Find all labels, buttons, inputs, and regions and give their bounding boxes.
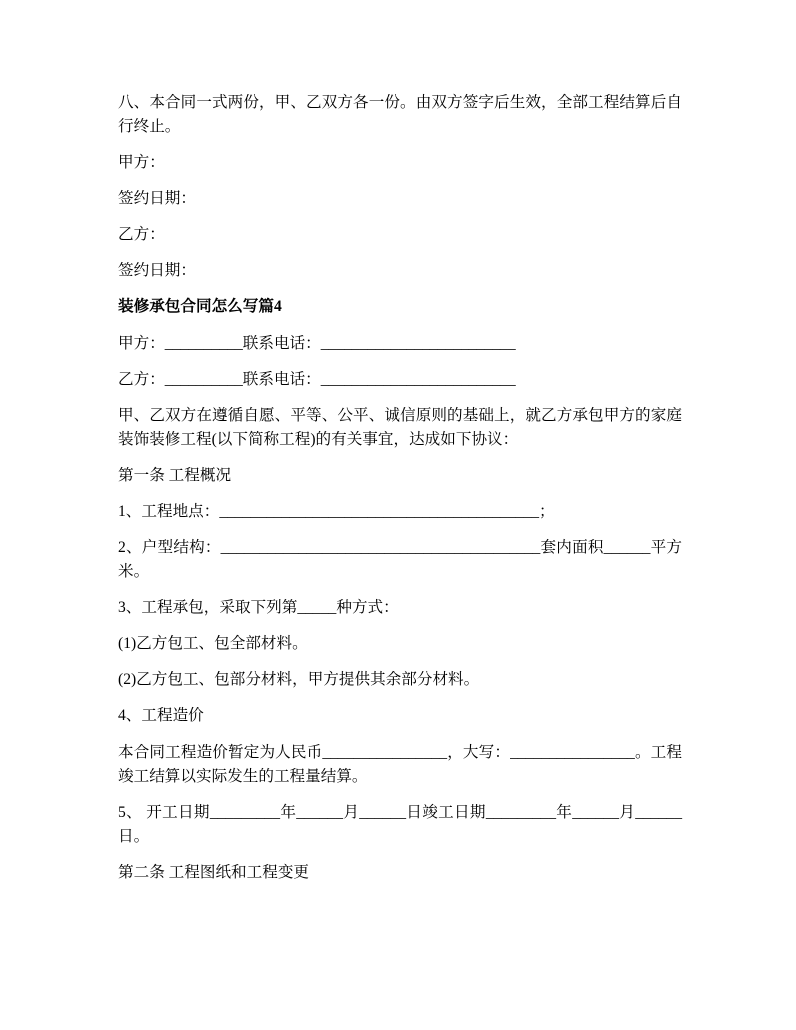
article-1-item-4-title — [118, 704, 682, 728]
article-1-option-1 — [118, 632, 682, 656]
party-a-label: 甲方： — [118, 154, 165, 172]
signature-party-b-date — [118, 259, 682, 283]
floor-plan-line-2: 米。 — [118, 563, 150, 581]
preamble-paragraph — [118, 404, 682, 452]
project-cost-title: 4、工程造价 — [118, 707, 204, 725]
schedule-line-1: 5、 开工日期_________年______月______日竣工日期_________年______月______ — [118, 803, 682, 821]
project-cost-line-2: 竣工结算以实际发生的工程量结算。 — [118, 767, 368, 785]
article-1-item-1 — [118, 500, 682, 524]
option-1-line: (1)乙方包工、包全部材料。 — [118, 635, 308, 653]
clause-8-line-1: 八、本合同一式两份，甲、乙双方各一份。由双方签字后生效，全部工程结算后自 — [118, 94, 682, 111]
preamble-line-1: 甲、乙双方在遵循自愿、平等、公平、诚信原则的基础上，就乙方承包甲方的家庭 — [118, 406, 682, 424]
party-a-date-label: 签约日期： — [118, 190, 196, 208]
project-location-line: 1、工程地点：_________________________________________； — [118, 502, 555, 520]
option-2-line: (2)乙方包工、包部分材料，甲方提供其余部分材料。 — [118, 671, 480, 689]
signature-party-a-date — [118, 187, 682, 211]
article-1-item-3 — [118, 596, 682, 620]
section-heading-block — [118, 295, 682, 319]
document-page — [118, 91, 682, 897]
article-1-item-5 — [118, 801, 682, 849]
article-1-option-2 — [118, 668, 682, 692]
article-1-item-4-text — [118, 741, 682, 789]
party-b-label: 乙方： — [118, 226, 165, 244]
party-b-date-label: 签约日期： — [118, 262, 196, 280]
signature-party-a — [118, 151, 682, 175]
section-heading: 装修承包合同怎么写篇4 — [118, 298, 282, 316]
project-cost-line-1: 本合同工程造价暂定为人民币________________，大写：________________。工程 — [118, 743, 682, 761]
article-1-item-2 — [118, 536, 682, 584]
party-a-info-block — [118, 332, 682, 356]
schedule-line-2: 日。 — [118, 827, 150, 845]
party-a-info: 甲方：__________联系电话：_________________________ — [118, 334, 516, 352]
article-2-title-block — [118, 861, 682, 885]
contract-method-line: 3、工程承包，采取下列第_____种方式： — [118, 599, 399, 617]
clause-8-line-2: 行终止。 — [118, 118, 181, 135]
party-b-info-block — [118, 368, 682, 392]
article-1-title-block — [118, 464, 682, 488]
clause-8-paragraph — [118, 91, 682, 139]
signature-party-b — [118, 223, 682, 247]
preamble-line-2: 装饰装修工程(以下简称工程)的有关事宜，达成如下协议： — [118, 430, 519, 448]
floor-plan-line-1: 2、户型结构：_________________________________________套内面积______平方 — [118, 539, 682, 557]
article-2-title: 第二条 工程图纸和工程变更 — [118, 863, 310, 881]
article-1-title: 第一条 工程概况 — [118, 466, 232, 484]
party-b-info: 乙方：__________联系电话：_________________________ — [118, 370, 516, 388]
